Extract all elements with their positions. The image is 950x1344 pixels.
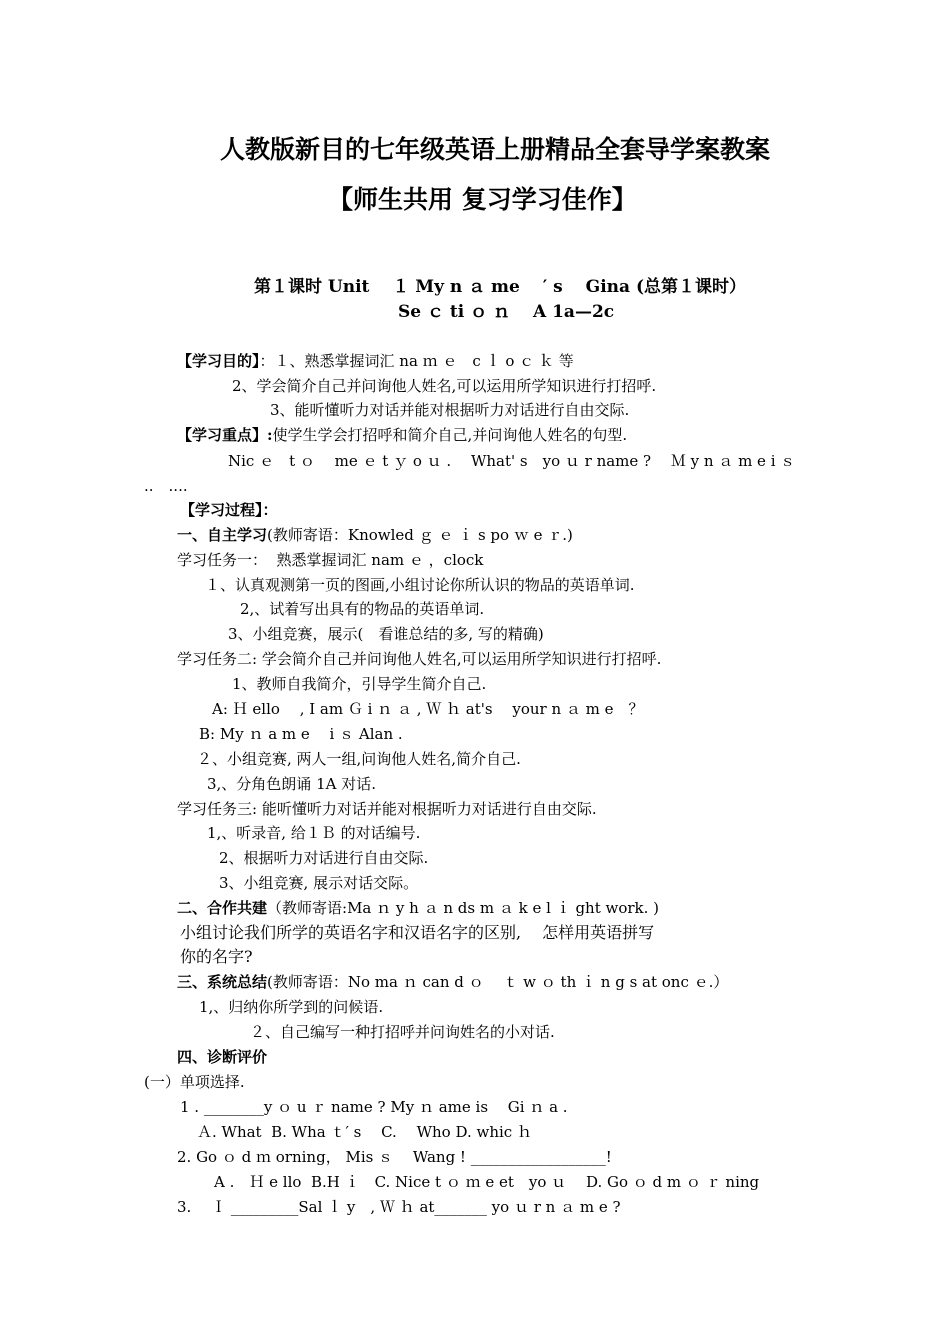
dialog-line-b: B: My ｎ a m e i ｓ Alan . <box>199 725 403 743</box>
question-1-options: Ａ. What B. Wha ｔ′ s C. Who D. whic ｈ <box>197 1123 532 1141</box>
part1-motto: (教师寄语：Knowled ｇ ｅ ｉ s po ｗ e ｒ.) <box>267 526 573 544</box>
task3-step-2: 2、根据听力对话进行自由交际. <box>219 849 429 867</box>
key-points-sentence: Nic ｅ t ｏ me ｅ t ｙ o ｕ . What' s yo ｕ r name ? Ｍ y n ａ m e i ｓ <box>228 452 796 470</box>
part2-title: 二、合作共建 <box>177 899 268 917</box>
task2-heading: 学习任务二: 学会简介自己并问询他人姓名,可以运用所学知识进行打招呼. <box>177 650 662 668</box>
part2-motto: （教师寄语:Ma ｎ y h ａ n ds m ａ k e l ｉ ght work. ) <box>267 899 660 917</box>
task1-step-1: １、认真观测第一页的图画,小组讨论你所认识的物品的英语单词. <box>205 576 635 594</box>
task2-step-1: 1、教师自我简介，引导学生简介自己. <box>232 675 487 693</box>
objectives-line-1 <box>177 351 574 371</box>
part4-heading <box>177 1047 267 1067</box>
process-label: 【学习过程】： <box>180 501 278 519</box>
part3-heading <box>177 972 728 992</box>
key-points-label: 【学习重点】: <box>177 426 273 444</box>
key-points-text: 使学生学会打招呼和简介自己,并问询他人姓名的句型. <box>272 426 628 444</box>
dialog-line-a: A: Ｈ ello , I am Ｇ i ｎ ａ , Ｗ ｈ at's your n ａ m e ？ <box>212 700 644 718</box>
task2-step-3: 3,、分角色朗诵 1A 对话. <box>207 775 376 793</box>
task1-heading: 学习任务一： 熟悉掌握词汇 nam ｅ ，clock <box>177 551 484 569</box>
task1-step-3: 3、小组竞赛，展示( 看谁总结的多, 写的精确) <box>228 625 544 643</box>
objective-3: 3、能听懂听力对话并能对根据听力对话进行自由交际. <box>270 401 630 419</box>
part3-motto: (教师寄语：No ma ｎ can d ｏ ｔ w ｏ th ｉ n g s at onc ｅ.） <box>267 973 729 991</box>
document-title: 人教版新目的七年级英语上册精品全套导学案教案 <box>220 135 771 164</box>
part4-subtitle: (一）单项选择. <box>144 1073 245 1091</box>
part1-title: 一、自主学习 <box>177 526 268 544</box>
question-1: 1 . ________y ｏ u ｒ name ? My ｎ ame is Gi ｎ a . <box>180 1098 568 1116</box>
key-points-line <box>177 425 627 445</box>
document-subtitle: 【师生共用 复习学习佳作】 <box>328 185 637 214</box>
question-2: 2. Go ｏ d ｍ orning， Mis ｓ Wang ! __________________! <box>177 1148 612 1166</box>
part4-title: 四、诊断评价 <box>177 1048 268 1066</box>
part2-text-2: 你的名字? <box>180 947 253 966</box>
part3-item-2: ２、自己编写一种打招呼并问询姓名的小对话. <box>250 1023 555 1041</box>
lesson-section: Se ｃ ti ｏ ｎ A 1a—2c <box>398 302 615 322</box>
task2-step-2: ２、小组竞赛, 两人一组,问询他人姓名,简介自己. <box>197 750 521 768</box>
key-points-ellipsis: .. .... <box>144 477 188 495</box>
question-3: 3. Ｉ _________Sal ｌ y , Ｗ ｈ at_______ yo ｕ r n ａ m e ? <box>177 1198 621 1216</box>
objective-2: 2、学会简介自己并问询他人姓名,可以运用所学知识进行打招呼. <box>232 377 657 395</box>
task3-heading: 学习任务三: 能听懂听力对话并能对根据听力对话进行自由交际. <box>177 800 597 818</box>
lesson-heading: 第１课时 Unit １ My n ａ me ′ s Gina (总第１课时） <box>254 277 746 297</box>
task3-step-3: 3、小组竞赛, 展示对话交际。 <box>219 874 419 892</box>
question-2-options: A . Ｈ e llo B.H ｉ C. Nice t ｏ ｍ e et yo ｕ D. Go ｏ d m ｏ ｒ ning <box>214 1173 760 1191</box>
part2-heading <box>177 898 659 918</box>
part2-text-1: 小组讨论我们所学的英语名字和汉语名字的区别, 怎样用英语拼写 <box>180 923 655 942</box>
objectives-label: 【学习目的】 <box>177 352 260 370</box>
task1-step-2: 2,、试着写出具有的物品的英语单词. <box>240 600 485 618</box>
objective-1: ：１、熟悉掌握词汇 na ｍ ｅ c ｌ o ｃ ｋ 等 <box>259 352 574 370</box>
task3-step-1: 1,、听录音, 给１Ｂ 的对话编号. <box>207 824 421 842</box>
part3-item-1: 1,、归纳你所学到的问候语. <box>199 998 384 1016</box>
part3-title: 三、系统总结 <box>177 973 268 991</box>
part1-heading <box>177 525 573 545</box>
